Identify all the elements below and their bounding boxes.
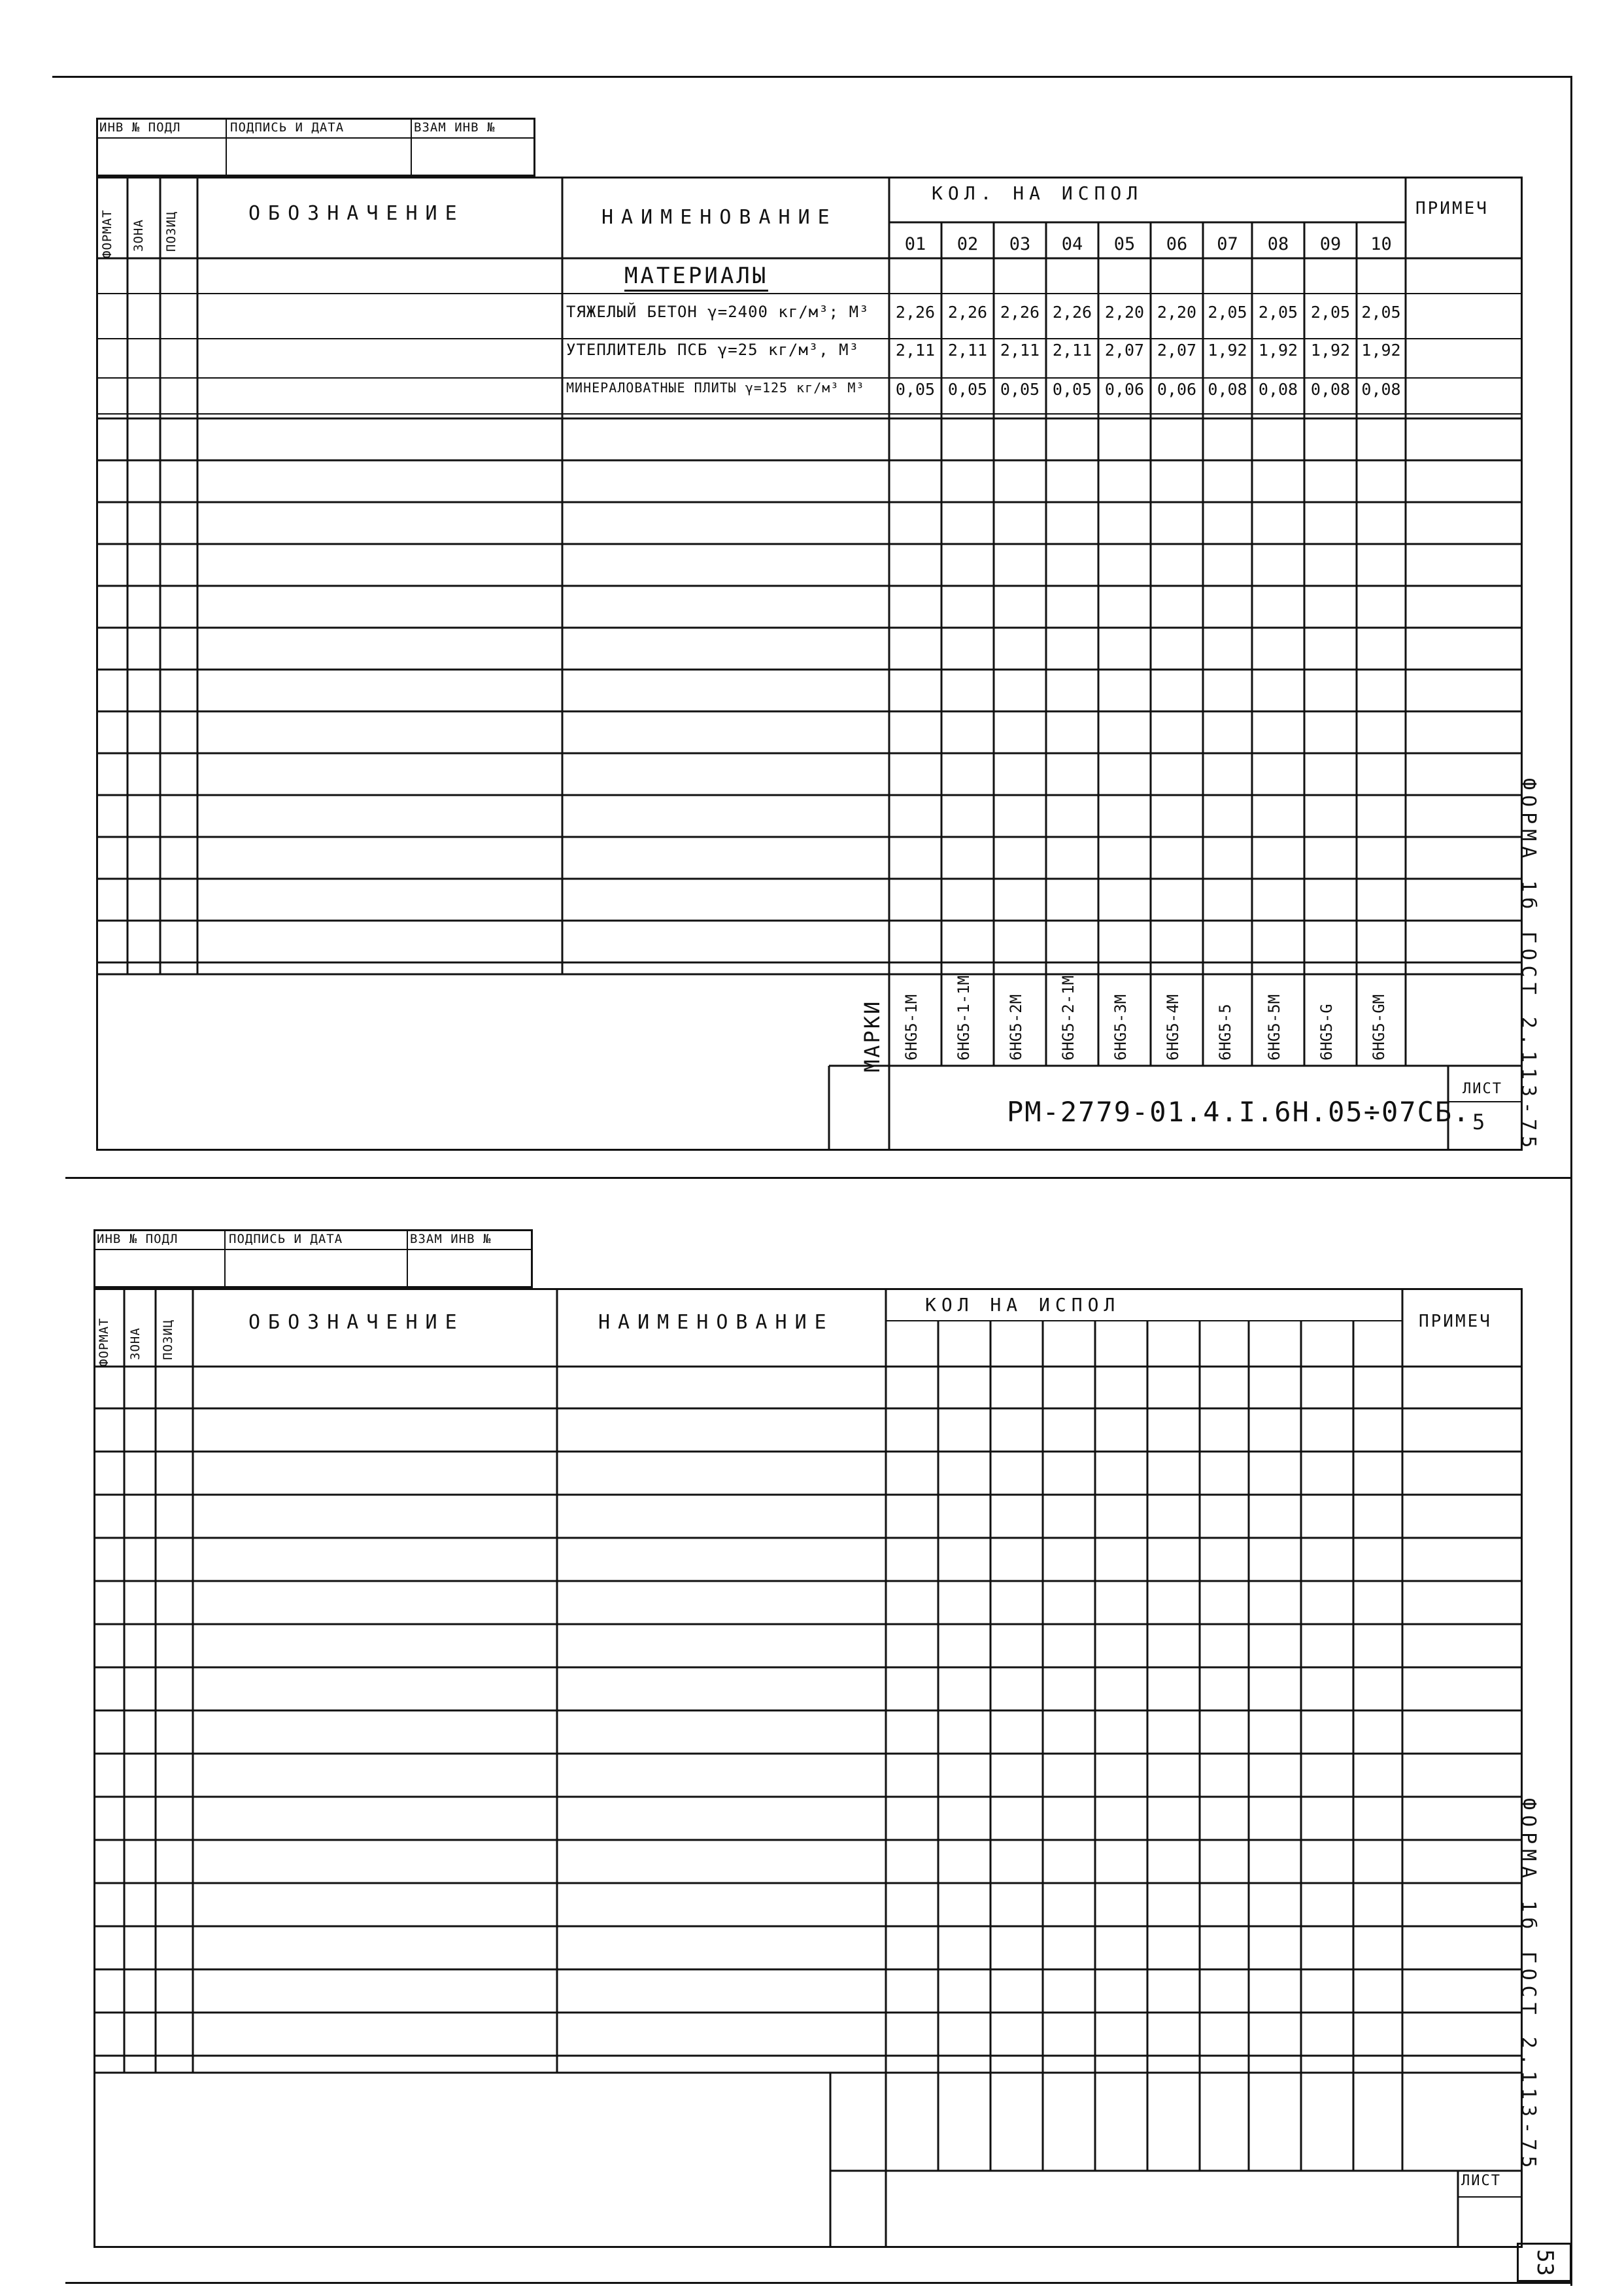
column-header-10: 10 xyxy=(1370,234,1392,254)
column-header-03: 03 xyxy=(1009,234,1031,254)
stamp-podpis-data: ПОДПИСЬ И ДАТА xyxy=(230,120,345,135)
hdr-naimenovanie-2: НАИМЕНОВАНИЕ xyxy=(598,1311,834,1334)
sheet-label-2: ЛИСТ xyxy=(1461,2173,1501,2189)
material-value: 0,06 xyxy=(1157,380,1197,399)
material-value: 1,92 xyxy=(1310,341,1351,360)
stamp-podpis-data-2: ПОДПИСЬ И ДАТА xyxy=(229,1232,343,1246)
stamp-inv-podl-2: ИНВ № ПОДЛ xyxy=(97,1232,178,1246)
side-form-top: ФОРМА 1б ГОСТ 2.113-75 xyxy=(1517,778,1540,1153)
hdr-poz: ПОЗИЦ xyxy=(164,211,178,252)
hdr-primech-2: ПРИМЕЧ xyxy=(1419,1312,1492,1331)
column-header-08: 08 xyxy=(1267,234,1289,254)
material-name: МИНЕРАЛОВАТНЫЕ ПЛИТЫ γ=125 кг/м³ М³ xyxy=(566,380,865,396)
column-header-07: 07 xyxy=(1217,234,1238,254)
section-title: МАТЕРИАЛЫ xyxy=(624,265,768,292)
marks-label: МАРКИ xyxy=(860,999,885,1072)
material-value: 0,05 xyxy=(947,380,988,399)
material-value: 0,08 xyxy=(1310,380,1351,399)
doc-code: РМ-2779-01.4.I.6Н.05÷07СБ. xyxy=(1007,1096,1471,1128)
material-value: 1,92 xyxy=(1258,341,1298,360)
material-value: 2,26 xyxy=(1000,303,1040,322)
material-value: 2,20 xyxy=(1157,303,1197,322)
mark-label: 6НG5-2М xyxy=(1007,994,1025,1061)
mark-label: 6НG5-5 xyxy=(1216,1004,1234,1061)
mark-label: 6НG5-1-1М xyxy=(955,975,973,1061)
mark-label: 6НG5-3М xyxy=(1111,994,1130,1061)
mark-label: 6НG5-2-1М xyxy=(1059,975,1077,1061)
hdr-kol: КОЛ. НА ИСПОЛ xyxy=(932,182,1143,204)
column-header-05: 05 xyxy=(1113,234,1136,254)
mark-label: 6НG5-5М xyxy=(1265,994,1283,1061)
hdr-poz-2: ПОЗИЦ xyxy=(161,1319,175,1360)
material-value: 1,92 xyxy=(1208,341,1247,360)
material-value: 0,05 xyxy=(1052,380,1092,399)
hdr-oboznachenie: ОБОЗНАЧЕНИЕ xyxy=(248,202,465,225)
material-value: 0,06 xyxy=(1104,380,1145,399)
column-header-06: 06 xyxy=(1166,234,1188,254)
page-number: 53 xyxy=(1532,2249,1558,2276)
stamp-inv-podl: ИНВ № ПОДЛ xyxy=(99,120,181,135)
hdr-format-2: ФОРМАТ xyxy=(97,1318,111,1367)
mark-label: 6НG5-GМ xyxy=(1370,994,1388,1061)
material-value: 2,26 xyxy=(895,303,936,322)
stamp-vzam-inv: ВЗАМ ИНВ № xyxy=(414,120,496,135)
material-value: 2,26 xyxy=(1052,303,1092,322)
hdr-naimenovanie: НАИМЕНОВАНИЕ xyxy=(601,206,837,229)
material-value: 2,11 xyxy=(895,341,936,360)
material-value: 0,08 xyxy=(1361,380,1401,399)
material-value: 0,05 xyxy=(1000,380,1040,399)
material-value: 2,11 xyxy=(1000,341,1040,360)
column-header-09: 09 xyxy=(1319,234,1342,254)
material-value: 2,11 xyxy=(1052,341,1092,360)
stamp-vzam-inv-2: ВЗАМ ИНВ № xyxy=(410,1232,492,1246)
material-value: 2,07 xyxy=(1104,341,1145,360)
material-value: 0,08 xyxy=(1208,380,1247,399)
material-value: 2,05 xyxy=(1361,303,1401,322)
material-name: УТЕПЛИТЕЛЬ ПСБ γ=25 кг/м³, М³ xyxy=(566,341,860,359)
mark-label: 6НG5-G xyxy=(1317,1004,1336,1061)
material-name: ТЯЖЕЛЫЙ БЕТОН γ=2400 кг/м³; М³ xyxy=(566,303,870,321)
column-header-01: 01 xyxy=(904,234,926,254)
material-value: 0,05 xyxy=(895,380,936,399)
material-value: 2,07 xyxy=(1157,341,1197,360)
sheet-label: ЛИСТ xyxy=(1463,1081,1502,1097)
material-value: 2,05 xyxy=(1208,303,1247,322)
material-value: 0,08 xyxy=(1258,380,1298,399)
column-header-02: 02 xyxy=(956,234,979,254)
material-value: 2,11 xyxy=(947,341,988,360)
mark-label: 6НG5-1М xyxy=(902,994,921,1061)
mark-label: 6НG5-4М xyxy=(1164,994,1182,1061)
sheet-number: 5 xyxy=(1472,1110,1485,1134)
side-form-bottom: ФОРМА 1б ГОСТ 2.113-75 xyxy=(1517,1798,1540,2173)
hdr-primech: ПРИМЕЧ xyxy=(1415,199,1489,218)
column-header-04: 04 xyxy=(1061,234,1083,254)
material-value: 2,26 xyxy=(947,303,988,322)
hdr-oboznachenie-2: ОБОЗНАЧЕНИЕ xyxy=(248,1311,465,1334)
hdr-zona: ЗОНА xyxy=(131,219,146,252)
material-value: 1,92 xyxy=(1361,341,1401,360)
hdr-zona-2: ЗОНА xyxy=(128,1327,143,1360)
material-value: 2,05 xyxy=(1258,303,1298,322)
hdr-format: ФОРМАТ xyxy=(100,209,114,258)
hdr-kol-2: КОЛ НА ИСПОЛ xyxy=(925,1294,1121,1316)
material-value: 2,20 xyxy=(1104,303,1145,322)
material-value: 2,05 xyxy=(1310,303,1351,322)
